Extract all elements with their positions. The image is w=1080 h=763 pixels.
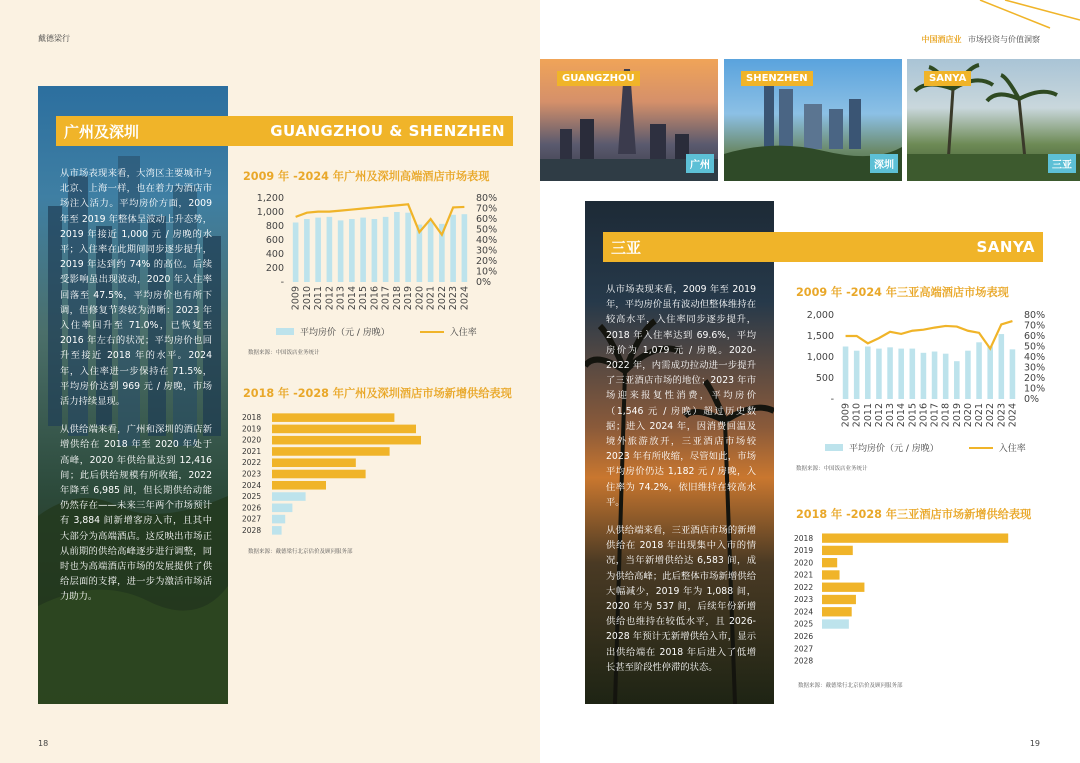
photo-sanya: [907, 59, 1080, 181]
category-label: 2022: [242, 458, 262, 468]
y2-tick-label: 80%: [476, 193, 498, 204]
y2-tick-label: 20%: [476, 256, 498, 267]
page-number-right: 19: [1029, 739, 1040, 748]
bar-adr: [887, 347, 893, 399]
category-label: 2024: [242, 480, 262, 490]
y2-tick-label: 30%: [1024, 362, 1046, 374]
x-tick-label: 2013: [885, 403, 897, 428]
x-tick-label: 2014: [896, 403, 908, 428]
y2-tick-label: 70%: [1024, 320, 1046, 332]
bar-adr: [854, 351, 860, 399]
bar-new-supply: [822, 583, 864, 592]
y-tick-label: 200: [265, 263, 284, 274]
legend-line-swatch: [969, 447, 993, 449]
bar-adr: [987, 347, 993, 400]
legend-line-label: 入住率: [449, 328, 477, 338]
sanya-performance-legend: [825, 441, 1026, 454]
bar-adr: [1010, 349, 1016, 399]
y-tick-label: 600: [265, 235, 284, 246]
x-tick-label: 2010: [851, 403, 863, 428]
x-tick-label: 2022: [985, 403, 997, 428]
x-tick-label: 2018: [391, 286, 403, 311]
x-tick-label: 2011: [313, 286, 325, 311]
bar-adr: [999, 334, 1005, 399]
category-label: 2027: [242, 514, 262, 524]
category-label: 2019: [794, 546, 814, 556]
x-tick-label: 2010: [301, 286, 313, 311]
y-tick-label: 2,000: [806, 310, 834, 321]
category-label: 2026: [242, 503, 262, 513]
bar-adr: [360, 218, 366, 282]
city-label-cn: 三亚: [1048, 154, 1076, 173]
page-number-left: 18: [38, 739, 49, 748]
x-tick-label: 2021: [974, 403, 986, 428]
bar-new-supply: [822, 619, 849, 628]
category-label: 2020: [794, 558, 814, 568]
bar-adr: [394, 212, 400, 282]
bar-new-supply: [272, 436, 421, 445]
y2-tick-label: 10%: [476, 266, 498, 278]
category-label: 2025: [794, 619, 814, 629]
x-tick-label: 2024: [1007, 403, 1019, 428]
bar-adr: [428, 221, 434, 282]
bar-adr: [338, 220, 344, 282]
paragraph-market: 从市场表现来看，大湾区主要城市与北京、上海一样，也在着力为酒店市场注入活力。平均房价方面，2009 年至 2019 年整体呈波动上升态势，2019 年接近 1,000 元 / 房晚的水平；入住率在此期间同步逐步提升，2019 年达到约 74% 的高位。后续受影响虽出现波动，2020 年入住率回落至 47.5%，平均房价也有所下调，但修复节奏较为清晰：2023 年入住率回升至 71.0%，已恢复至 2016 年左右的状况；平均房价也回升至接近 2018 年的水平。2024 年，入住率进一步保持在 71.5%，平均房价达到 969 元 / 房晚，市场活力持续显现。: [60, 168, 212, 408]
bar-new-supply: [272, 515, 285, 524]
bar-adr: [965, 351, 971, 399]
bar-new-supply: [272, 458, 356, 467]
x-tick-label: 2012: [324, 286, 336, 311]
gz-sz-banner: [56, 116, 513, 146]
y2-tick-label: 30%: [476, 245, 498, 257]
y2-tick-label: 60%: [476, 214, 498, 225]
report-header: [921, 34, 1040, 45]
x-tick-label: 2016: [369, 286, 381, 311]
bar-adr: [876, 349, 882, 399]
sanya-supply-source: 数据来源：戴德梁行北京估价及顾问服务部: [798, 683, 903, 689]
sanya-body-text: [606, 282, 756, 688]
gz-sz-performance-legend: [276, 325, 477, 338]
y-tick-label: 1,200: [256, 193, 284, 204]
category-label: 2024: [794, 607, 814, 617]
category-label: 2018: [242, 413, 262, 423]
x-tick-label: 2009: [840, 403, 852, 428]
bar-adr: [932, 352, 938, 399]
bar-adr: [304, 219, 310, 282]
bar-adr: [315, 218, 321, 282]
bar-adr: [405, 213, 411, 282]
category-label: 2019: [242, 424, 262, 434]
y2-tick-label: 50%: [476, 224, 498, 236]
x-tick-label: 2020: [414, 286, 426, 311]
category-label: 2020: [242, 435, 262, 445]
legend-bar-label: 平均房价（元 / 房晚）: [300, 328, 390, 338]
y-tick-label: 1,000: [806, 352, 834, 363]
banner-title-en: SANYA: [976, 238, 1035, 256]
bar-adr: [327, 217, 333, 282]
bar-adr: [843, 347, 849, 400]
x-tick-label: 2013: [335, 286, 347, 311]
x-tick-label: 2024: [459, 286, 471, 311]
y-tick-label: 800: [265, 221, 284, 232]
bar-adr: [910, 349, 916, 399]
y2-tick-label: 70%: [476, 203, 498, 215]
x-tick-label: 2023: [996, 403, 1008, 428]
bar-new-supply: [272, 481, 326, 490]
decorative-gold-lines: [960, 0, 1080, 32]
bar-new-supply: [272, 492, 306, 501]
gz-sz-supply-chart-title: 2018 年 -2028 年广州及深圳酒店市场新增供给表现: [243, 387, 512, 400]
x-tick-label: 2016: [918, 403, 930, 428]
category-label: 2018: [794, 533, 814, 543]
photo-guangzhou: [540, 59, 718, 181]
city-label-cn: 深圳: [870, 154, 898, 173]
city-label-en: SHENZHEN: [741, 71, 813, 86]
y2-tick-label: 80%: [1024, 310, 1046, 321]
y2-tick-label: 50%: [1024, 341, 1046, 353]
bar-adr: [293, 223, 299, 283]
gz-sz-performance-source: 数据来源：中国饭店业务统计: [248, 350, 320, 356]
bar-new-supply: [822, 595, 856, 604]
y2-tick-label: 0%: [476, 277, 492, 288]
y-tick-label: -: [280, 277, 284, 288]
category-label: 2026: [794, 632, 814, 642]
bar-new-supply: [822, 546, 853, 555]
x-tick-label: 2019: [951, 403, 963, 428]
sanya-performance-source: 数据来源：中国饭店业务统计: [796, 466, 868, 472]
line-occupancy: [846, 321, 1013, 349]
bar-adr: [450, 215, 456, 282]
category-label: 2028: [794, 656, 814, 666]
banner-title-cn: 广州及深圳: [64, 122, 140, 141]
bar-new-supply: [822, 570, 840, 579]
x-tick-label: 2017: [380, 286, 392, 311]
y2-tick-label: 10%: [1024, 383, 1046, 395]
publisher-header: 戴德梁行: [38, 34, 70, 43]
category-label: 2023: [242, 469, 262, 479]
y2-tick-label: 40%: [1024, 352, 1046, 363]
report-title: 市场投资与价值洞察: [968, 35, 1040, 44]
x-tick-label: 2023: [448, 286, 460, 311]
bar-adr: [921, 353, 927, 399]
sanya-performance-chart-title: 2009 年 -2024 年三亚高端酒店市场表现: [796, 286, 1009, 299]
bar-new-supply: [272, 447, 390, 456]
x-tick-label: 2022: [436, 286, 448, 311]
y2-tick-label: 60%: [1024, 331, 1046, 342]
category-label: 2023: [794, 595, 814, 605]
sanya-banner: [603, 232, 1043, 262]
legend-bar-swatch: [276, 328, 294, 335]
y2-tick-label: 40%: [476, 235, 498, 246]
bar-new-supply: [272, 504, 292, 513]
x-tick-label: 2012: [873, 403, 885, 428]
x-tick-label: 2011: [862, 403, 874, 428]
banner-title-cn: 三亚: [611, 238, 642, 257]
x-tick-label: 2020: [962, 403, 974, 428]
right-page: [540, 0, 1080, 763]
gz-sz-performance-chart-title: 2009 年 -2024 年广州及深圳高端酒店市场表现: [243, 170, 490, 183]
banner-title-en: GUANGZHOU & SHENZHEN: [270, 122, 505, 140]
x-tick-label: 2015: [358, 286, 370, 311]
y2-tick-label: 0%: [1024, 394, 1040, 405]
bar-new-supply: [822, 533, 1008, 542]
gz-sz-supply-source: 数据来源：戴德梁行北京估价及顾问服务部: [248, 549, 353, 555]
gz-sz-body-text: [60, 166, 212, 618]
category-label: 2025: [242, 492, 262, 502]
y-tick-label: 1,000: [256, 207, 284, 218]
x-tick-label: 2021: [425, 286, 437, 311]
bar-new-supply: [822, 558, 837, 567]
bar-adr: [954, 361, 960, 399]
y2-tick-label: 20%: [1024, 373, 1046, 384]
legend-bar-swatch: [825, 444, 843, 451]
bar-adr: [898, 349, 904, 399]
x-tick-label: 2019: [403, 286, 415, 311]
city-label-cn: 广州: [686, 154, 714, 173]
sanya-supply-chart: [792, 530, 1062, 670]
sanya-performance-chart: [792, 305, 1062, 435]
y-tick-label: 500: [815, 373, 834, 384]
bar-new-supply: [822, 607, 852, 616]
bar-adr: [976, 342, 982, 399]
bar-new-supply: [272, 413, 394, 422]
city-label-en: GUANGZHOU: [557, 71, 640, 86]
legend-bar-label: 平均房价（元 / 房晚）: [849, 444, 939, 454]
category-label: 2028: [242, 525, 262, 535]
bar-new-supply: [272, 425, 416, 434]
sanya-supply-chart-title: 2018 年 -2028 年三亚酒店市场新增供给表现: [796, 508, 1032, 521]
y-tick-label: 1,500: [806, 331, 834, 342]
category-label: 2021: [242, 446, 262, 456]
gz-sz-supply-chart: [240, 409, 510, 539]
x-tick-label: 2018: [940, 403, 952, 428]
gz-sz-performance-chart: [240, 188, 510, 318]
paragraph-supply: 从供给端来看，广州和深圳的酒店新增供给在 2018 年至 2020 年处于高峰，2020 年供给量达到 12,416 间；此后供给规模有所收缩，2022 年降至 6,985 间，但长期供给动能仍然存在——未来三年两个市场预计有 3,884 间新增客房入市，且其中大部分为高端酒店。这反映出市场正从前期的供给高峰逐步进行调整，同时也为高端酒店市场的发展提供了供给层面的支撑，进一步为激活市场活力助力。: [60, 424, 212, 603]
x-tick-label: 2015: [907, 403, 919, 428]
bar-adr: [372, 219, 378, 282]
bar-adr: [943, 354, 949, 399]
paragraph-market: 从市场表现来看，2009 年至 2019 年，平均房价虽有波动但整体维持在较高水平，入住率同步逐步提升，2018 年入住率达到 69.6%，平均房价为 1,079 元 / 房晚。2020-2022 年，内需成功拉动进一步提升了三亚酒店市场的地位；2023 年市场迎来报复性消费，平均房价（1,546 元 / 房晚）超过历史数据；进入 2024 年，因消费回温及境外旅游放开，三亚酒店市场较 2023 年有所收缩，尽管如此，市场平均房价仍达 1,182 元 / 房晚，入住率为 74.2%，依旧维持在较高水平。: [606, 284, 756, 508]
x-tick-label: 2009: [290, 286, 302, 311]
city-label-en: SANYA: [924, 71, 971, 86]
x-tick-label: 2014: [346, 286, 358, 311]
bar-new-supply: [272, 526, 282, 535]
category-label: 2027: [794, 644, 814, 654]
bar-adr: [383, 217, 389, 282]
y-tick-label: -: [830, 394, 834, 405]
category-label: 2022: [794, 582, 814, 592]
paragraph-supply: 从供给端来看，三亚酒店市场的新增供给在 2018 年出现集中入市的情况，当年新增供给达 6,583 间，成为供给高峰；此后整体市场新增供给大幅减少，2019 年为 1,088 间，2020 年为 537 间，后续年份新增供给也维持在较低水平，且 2026-2028 年预计无新增供给入市，显示出供给端在 2018 年后进入了低增长甚至阶段性停滞的状态。: [606, 525, 756, 673]
y-tick-label: 400: [265, 249, 284, 260]
x-tick-label: 2017: [929, 403, 941, 428]
bar-new-supply: [272, 470, 366, 479]
report-brand: 中国酒店业: [921, 35, 962, 44]
legend-line-swatch: [420, 331, 444, 333]
legend-line-label: 入住率: [998, 444, 1026, 454]
bar-adr: [349, 219, 355, 282]
category-label: 2021: [794, 570, 814, 580]
photo-shenzhen: [724, 59, 902, 181]
bar-adr: [462, 214, 468, 282]
bar-adr: [865, 347, 871, 400]
